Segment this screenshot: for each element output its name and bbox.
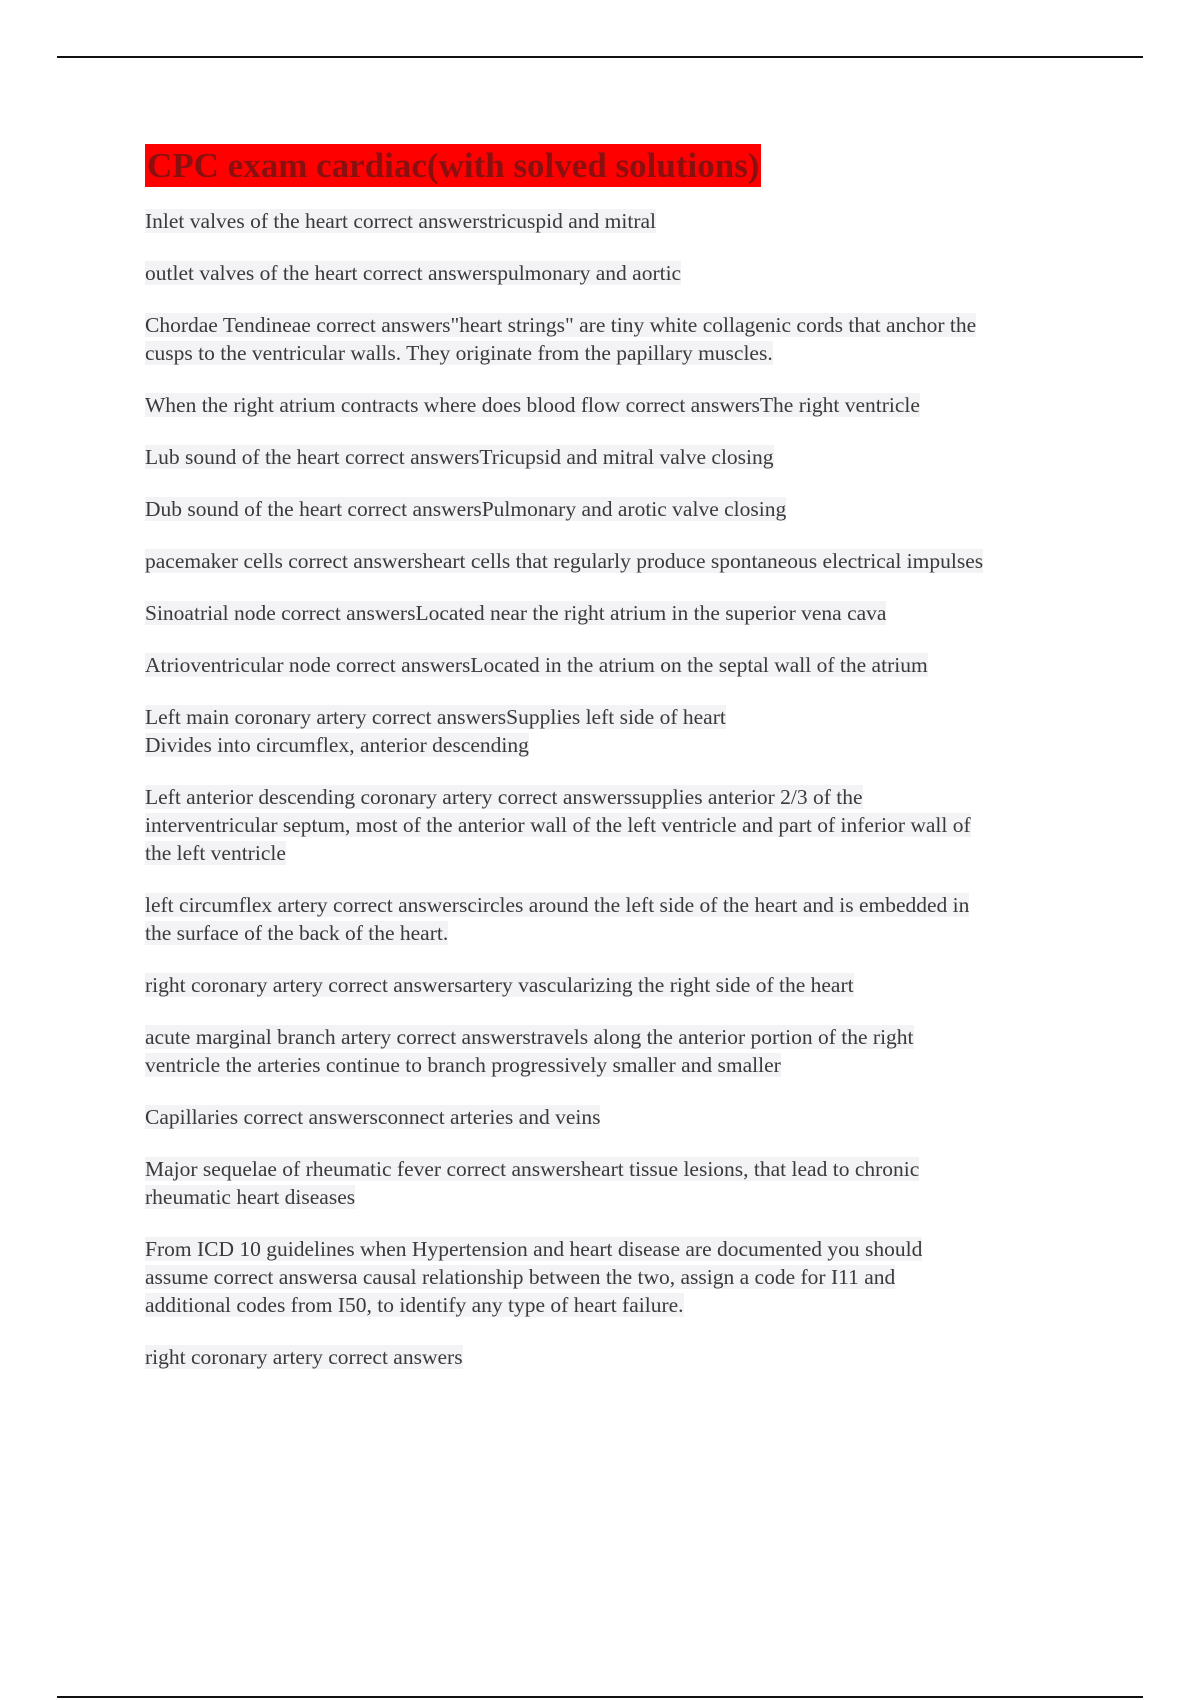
- document-title: CPC exam cardiac(with solved solutions): [147, 146, 760, 185]
- qa-paragraph: [145, 443, 1095, 471]
- qa-line-row: [145, 919, 1095, 947]
- qa-line: the left ventricle: [145, 841, 286, 865]
- qa-line: Inlet valves of the heart correct answerstricuspid and mitral: [145, 209, 657, 233]
- qa-paragraph: [145, 495, 1095, 523]
- qa-paragraph: [145, 651, 1095, 679]
- qa-paragraph: [145, 1343, 1095, 1371]
- qa-line-row: [145, 443, 1095, 471]
- qa-line-row: [145, 599, 1095, 627]
- qa-line: additional codes from I50, to identify any type of heart failure.: [145, 1293, 684, 1317]
- qa-paragraph: [145, 1235, 1095, 1319]
- qa-line-row: [145, 207, 1095, 235]
- qa-line-row: [145, 495, 1095, 523]
- qa-line: Lub sound of the heart correct answersTricupsid and mitral valve closing: [145, 445, 774, 469]
- qa-line: Atrioventricular node correct answersLocated in the atrium on the septal wall of the atrium: [145, 653, 928, 677]
- qa-line-row: [145, 339, 1095, 367]
- qa-paragraph: [145, 311, 1095, 367]
- qa-line: cusps to the ventricular walls. They originate from the papillary muscles.: [145, 341, 773, 365]
- qa-paragraph: [145, 783, 1095, 867]
- qa-line: interventricular septum, most of the anterior wall of the left ventricle and part of inferior wall of: [145, 813, 971, 837]
- qa-line-row: [145, 259, 1095, 287]
- qa-line-row: [145, 1263, 1095, 1291]
- qa-paragraph: [145, 259, 1095, 287]
- qa-line-row: [145, 703, 1095, 731]
- qa-line-row: [145, 311, 1095, 339]
- qa-line: left circumflex artery correct answerscircles around the left side of the heart and is embedded in: [145, 893, 970, 917]
- qa-line: right coronary artery correct answersartery vascularizing the right side of the heart: [145, 973, 854, 997]
- qa-line: pacemaker cells correct answersheart cells that regularly produce spontaneous electrical impulses: [145, 549, 984, 573]
- qa-paragraph: [145, 391, 1095, 419]
- qa-line: the surface of the back of the heart.: [145, 921, 449, 945]
- qa-line-row: [145, 1343, 1095, 1371]
- qa-line-row: [145, 1183, 1095, 1211]
- qa-line-row: [145, 547, 1095, 575]
- qa-line: Sinoatrial node correct answersLocated near the right atrium in the superior vena cava: [145, 601, 887, 625]
- qa-line-row: [145, 651, 1095, 679]
- qa-line-row: [145, 1023, 1095, 1051]
- qa-paragraph: [145, 599, 1095, 627]
- qa-paragraph: [145, 1023, 1095, 1079]
- qa-line: assume correct answersa causal relationship between the two, assign a code for I11 and: [145, 1265, 896, 1289]
- qa-line-row: [145, 783, 1095, 811]
- qa-paragraph: [145, 547, 1095, 575]
- qa-list: [145, 207, 1095, 1371]
- qa-line: Dub sound of the heart correct answersPulmonary and arotic valve closing: [145, 497, 787, 521]
- top-divider: [57, 56, 1143, 58]
- qa-line: ventricle the arteries continue to branch progressively smaller and smaller: [145, 1053, 781, 1077]
- qa-line-row: [145, 839, 1095, 867]
- qa-line-row: [145, 1291, 1095, 1319]
- qa-line-row: [145, 731, 1095, 759]
- qa-line-row: [145, 1103, 1095, 1131]
- bottom-divider: [57, 1696, 1143, 1698]
- qa-line: outlet valves of the heart correct answerspulmonary and aortic: [145, 261, 682, 285]
- qa-line-row: [145, 811, 1095, 839]
- qa-line-row: [145, 971, 1095, 999]
- qa-paragraph: [145, 1155, 1095, 1211]
- qa-paragraph: [145, 891, 1095, 947]
- qa-paragraph: [145, 703, 1095, 759]
- qa-line: rheumatic heart diseases: [145, 1185, 356, 1209]
- qa-line: Chordae Tendineae correct answers"heart strings" are tiny white collagenic cords that anchor the: [145, 313, 977, 337]
- qa-line-row: [145, 391, 1095, 419]
- qa-paragraph: [145, 207, 1095, 235]
- qa-line: Major sequelae of rheumatic fever correct answersheart tissue lesions, that lead to chronic: [145, 1157, 920, 1181]
- qa-line-row: [145, 1235, 1095, 1263]
- qa-line: acute marginal branch artery correct answerstravels along the anterior portion of the right: [145, 1025, 914, 1049]
- qa-line: Capillaries correct answersconnect arteries and veins: [145, 1105, 601, 1129]
- document-body: [145, 144, 1095, 1395]
- qa-line-row: [145, 1155, 1095, 1183]
- qa-line-row: [145, 891, 1095, 919]
- qa-line: Divides into circumflex, anterior descending: [145, 733, 529, 757]
- qa-line: When the right atrium contracts where does blood flow correct answersThe right ventricle: [145, 393, 920, 417]
- qa-line-row: [145, 1051, 1095, 1079]
- qa-line: From ICD 10 guidelines when Hypertension and heart disease are documented you should: [145, 1237, 923, 1261]
- qa-line: right coronary artery correct answers: [145, 1345, 463, 1369]
- qa-line: Left main coronary artery correct answersSupplies left side of heart: [145, 705, 726, 729]
- qa-paragraph: [145, 1103, 1095, 1131]
- qa-paragraph: [145, 971, 1095, 999]
- qa-line: Left anterior descending coronary artery correct answerssupplies anterior 2/3 of the: [145, 785, 863, 809]
